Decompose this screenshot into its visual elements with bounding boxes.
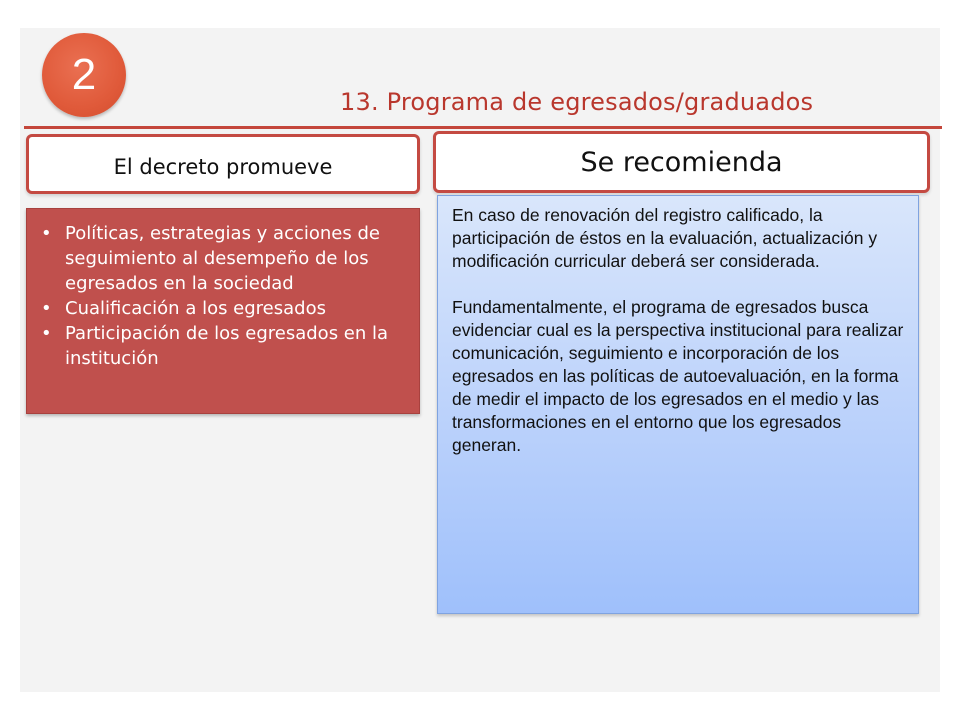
bullet-text: Participación de los egresados en la institución xyxy=(65,323,389,369)
decree-bullets-box xyxy=(26,208,420,414)
title-underline xyxy=(24,126,942,129)
bullet-icon: • xyxy=(41,223,52,244)
right-header-text: Se recomienda xyxy=(580,146,783,178)
recommendation-paragraph: Fundamentalmente, el programa de egresados busca evidenciar cual es la perspectiva institucional para realizar comunicación, seguimiento e incorporación de los egresados en las políticas de autoevaluación, en la forma de medir el impacto de los egresados en el medio y las transformaciones en el entorno que los egresados generan. xyxy=(452,297,904,455)
left-header-text: El decreto promueve xyxy=(113,155,333,179)
list-item xyxy=(41,221,405,296)
bullet-icon: • xyxy=(41,298,52,319)
slide-number: 2 xyxy=(71,50,97,99)
left-header-box xyxy=(26,134,420,194)
bullet-text: Cualificación a los egresados xyxy=(65,298,326,319)
decree-bullet-list xyxy=(41,221,405,371)
slide-title: 13. Programa de egresados/graduados xyxy=(340,88,814,116)
right-header-box xyxy=(433,131,930,193)
bullet-icon: • xyxy=(41,323,52,344)
list-item xyxy=(41,321,405,371)
recommendation-box xyxy=(437,195,919,614)
slide-number-badge xyxy=(42,33,126,117)
bullet-text: Políticas, estrategias y acciones de seguimiento al desempeño de los egresados en la sociedad xyxy=(65,223,380,294)
recommendation-paragraph: En caso de renovación del registro calificado, la participación de éstos en la evaluación, actualización y modificación curricular deberá ser considerada. xyxy=(452,205,878,271)
list-item xyxy=(41,296,405,321)
